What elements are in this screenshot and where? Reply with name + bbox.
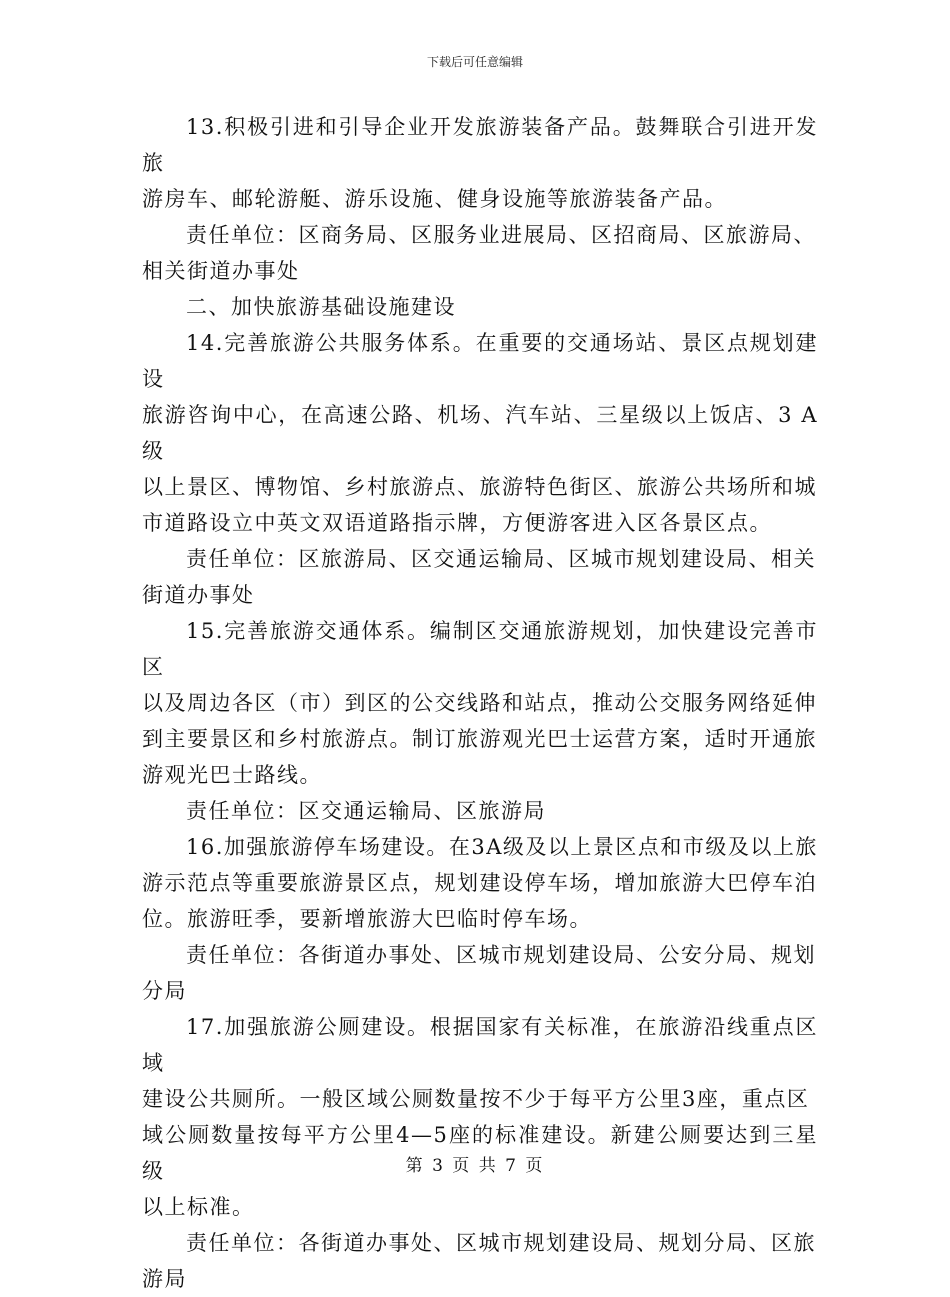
responsible-units-13: 责任单位：区商务局、区服务业进展局、区招商局、区旅游局、 相关街道办事处 [142, 223, 816, 283]
paragraph-item-15: 15.完善旅游交通体系。编制区交通旅游规划，加快建设完善市区 以及周边各区（市）到区的公交线路和站点，推动公交服务网络延伸 到主要景区和乡村旅游点。制订旅游观光巴士运营方案，适时开通旅 游观光巴士路线。 [142, 619, 818, 787]
page-header: 下载后可任意编辑 [426, 55, 523, 69]
document-body [142, 109, 818, 1297]
responsible-units-14: 责任单位：区旅游局、区交通运输局、区城市规划建设局、相关 街道办事处 [142, 547, 816, 607]
paragraph-item-14: 14.完善旅游公共服务体系。在重要的交通场站、景区点规划建设 旅游咨询中心，在高速公路、机场、汽车站、三星级以上饭店、3 A级 以上景区、博物馆、乡村旅游点、旅游特色街区、旅游公共场所和城 市道路设立中英文双语道路指示牌，方便游客进入区各景区点。 [142, 331, 818, 535]
responsible-units-15: 责任单位：区交通运输局、区旅游局 [186, 799, 546, 823]
responsible-units-17: 责任单位：各街道办事处、区城市规划建设局、规划分局、区旅 游局 [142, 1231, 816, 1291]
section-heading-2: 二、加快旅游基础设施建设 [186, 295, 456, 319]
paragraph-item-13: 13.积极引进和引导企业开发旅游装备产品。鼓舞联合引进开发旅 游房车、邮轮游艇、游乐设施、健身设施等旅游装备产品。 [142, 115, 818, 211]
paragraph-item-16: 16.加强旅游停车场建设。在3A级及以上景区点和市级及以上旅 游示范点等重要旅游景区点，规划建设停车场，增加旅游大巴停车泊 位。旅游旺季，要新增旅游大巴临时停车场。 [142, 835, 818, 931]
responsible-units-16: 责任单位：各街道办事处、区城市规划建设局、公安分局、规划 分局 [142, 943, 816, 1003]
page-number-footer: 第 3 页 共 7 页 [405, 1156, 545, 1176]
paragraph-item-17: 17.加强旅游公厕建设。根据国家有关标准，在旅游沿线重点区域 建设公共厕所。一般区域公厕数量按不少于每平方公里3座，重点区 域公厕数量按每平方公里4—5座的标准建设。新建公厕要达到三星级 以上标准。 [142, 1015, 818, 1219]
